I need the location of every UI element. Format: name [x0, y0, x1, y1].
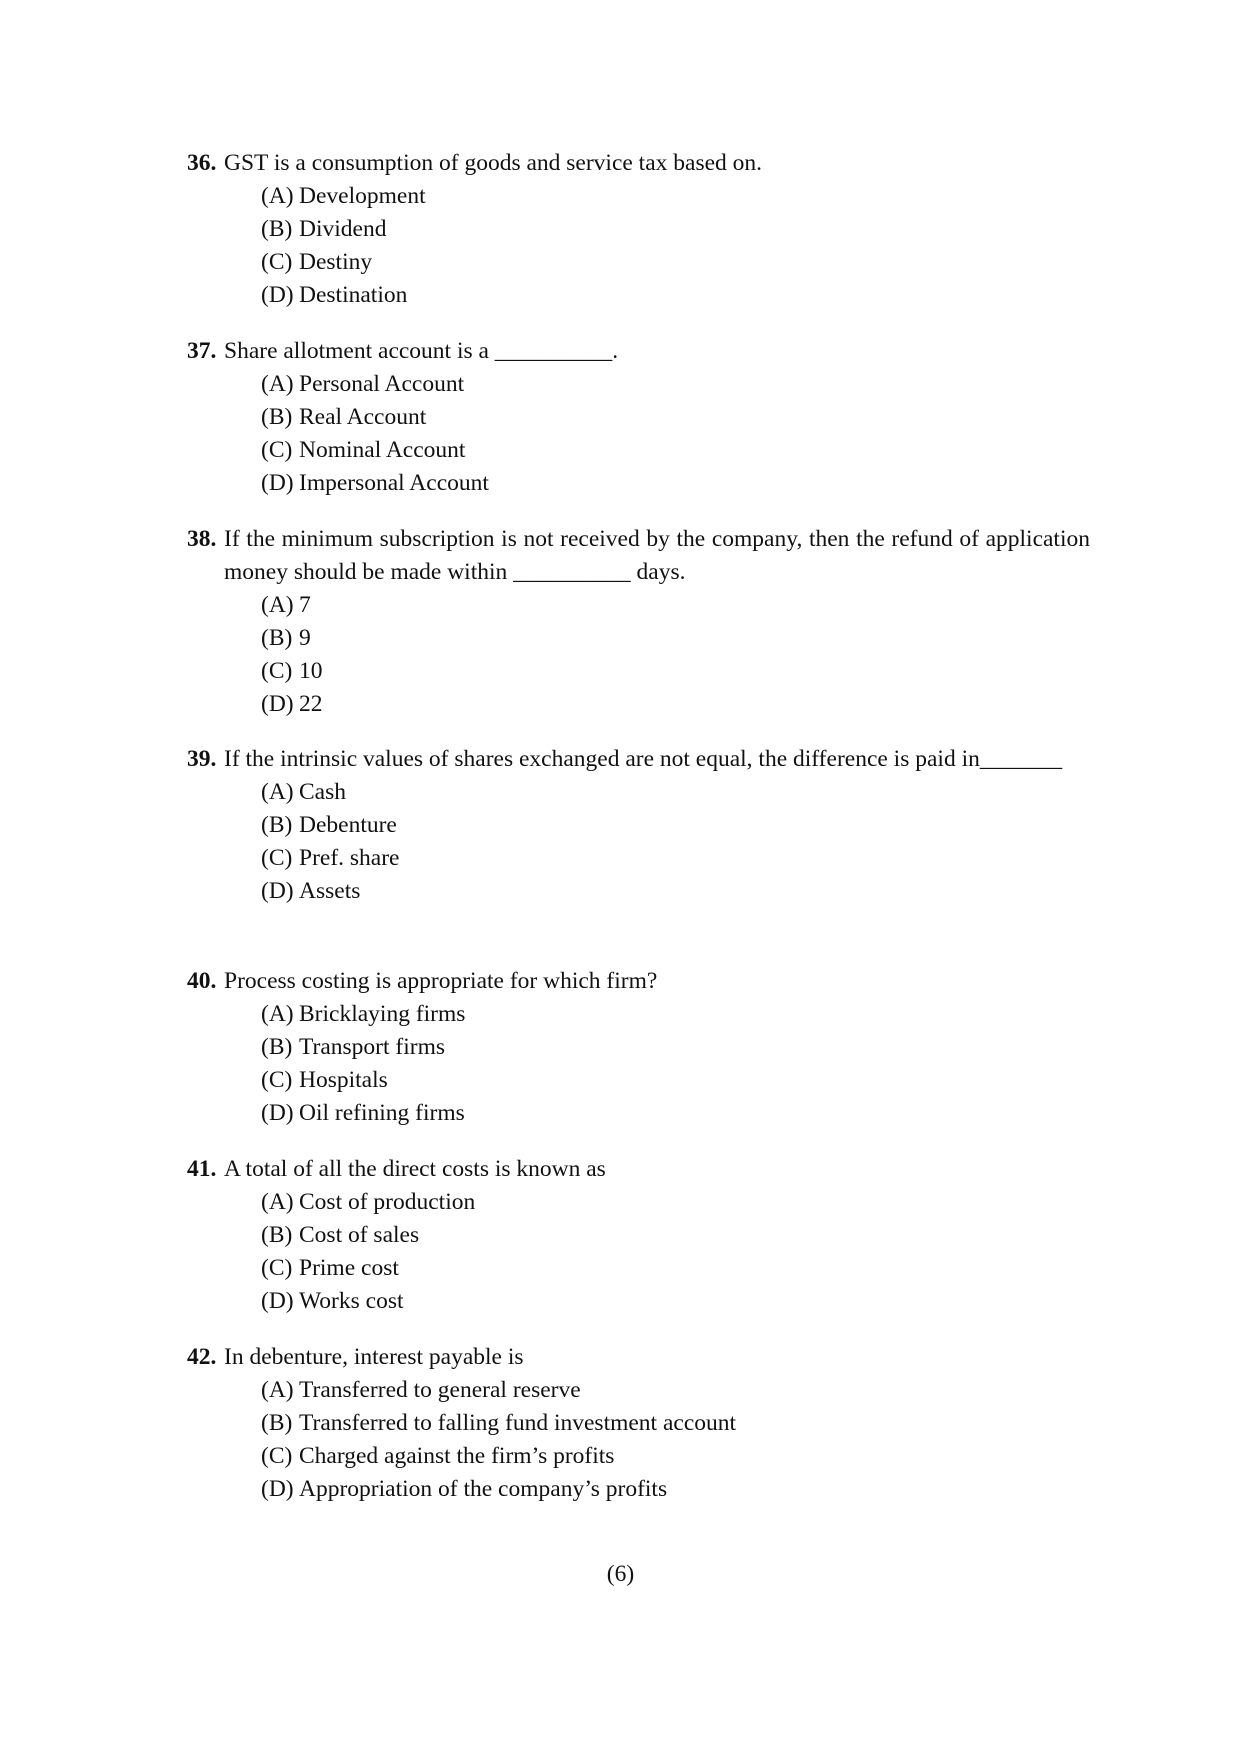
option-letter: (B) — [261, 1410, 293, 1436]
option-text: Oil refining firms — [299, 1100, 465, 1126]
option-c — [261, 842, 1090, 875]
option-letter: (C) — [261, 845, 293, 871]
options-list — [261, 1374, 1090, 1506]
option-text: Appropriation of the company’s profits — [299, 1476, 668, 1502]
option-b — [261, 1407, 1090, 1440]
option-letter: (D) — [261, 1288, 294, 1314]
option-d — [261, 1473, 1090, 1506]
option-text: Destiny — [299, 249, 373, 275]
question-39 — [187, 743, 1090, 908]
option-text: Hospitals — [299, 1067, 388, 1093]
option-letter: (B) — [261, 625, 293, 651]
option-text: 9 — [299, 625, 311, 651]
option-letter: (A) — [261, 1377, 294, 1403]
option-text: Assets — [299, 878, 361, 904]
option-a — [261, 1374, 1090, 1407]
option-letter: (A) — [261, 1189, 294, 1215]
option-text: 10 — [299, 658, 323, 684]
option-b — [261, 809, 1090, 842]
question-text: Process costing is appropriate for which firm? — [224, 968, 658, 994]
options-list — [261, 776, 1090, 908]
question-text: If the minimum subscription is not received by the company, then the refund of application money should be made within __________ days. — [224, 526, 1090, 585]
option-d — [261, 688, 1090, 721]
option-letter: (C) — [261, 1067, 293, 1093]
option-text: 22 — [299, 691, 323, 717]
option-d — [261, 875, 1090, 908]
option-letter: (D) — [261, 691, 294, 717]
options-list — [261, 589, 1090, 721]
option-text: Destination — [299, 282, 408, 308]
option-text: Works cost — [299, 1288, 404, 1314]
option-letter: (D) — [261, 470, 294, 496]
option-text: Transferred to falling fund investment account — [299, 1410, 737, 1436]
option-a — [261, 589, 1090, 622]
option-letter: (D) — [261, 878, 294, 904]
option-d — [261, 1285, 1090, 1318]
question-number: 37. — [187, 338, 217, 364]
option-c — [261, 1440, 1090, 1473]
option-letter: (C) — [261, 1443, 293, 1469]
options-list — [261, 998, 1090, 1130]
option-letter: (B) — [261, 404, 293, 430]
option-b — [261, 622, 1090, 655]
question-number: 39. — [187, 746, 217, 772]
option-text: Dividend — [299, 216, 387, 242]
option-a — [261, 368, 1090, 401]
option-text: Personal Account — [299, 371, 465, 397]
option-letter: (B) — [261, 812, 293, 838]
option-text: Pref. share — [299, 845, 400, 871]
option-text: Real Account — [299, 404, 427, 430]
option-letter: (C) — [261, 249, 293, 275]
option-text: Impersonal Account — [299, 470, 489, 496]
option-b — [261, 1219, 1090, 1252]
option-text: 7 — [299, 592, 311, 618]
question-text: In debenture, interest payable is — [224, 1344, 524, 1370]
option-b — [261, 401, 1090, 434]
question-38 — [187, 523, 1090, 721]
options-list — [261, 368, 1090, 500]
option-a — [261, 776, 1090, 809]
option-text: Nominal Account — [299, 437, 466, 463]
options-list — [261, 1186, 1090, 1318]
option-letter: (A) — [261, 592, 294, 618]
question-37 — [187, 335, 1090, 500]
option-c — [261, 434, 1090, 467]
option-b — [261, 1031, 1090, 1064]
option-letter: (A) — [261, 779, 294, 805]
option-letter: (C) — [261, 1255, 293, 1281]
option-letter: (A) — [261, 183, 294, 209]
option-d — [261, 467, 1090, 500]
option-text: Prime cost — [299, 1255, 399, 1281]
question-36 — [187, 147, 1090, 312]
option-letter: (D) — [261, 1100, 294, 1126]
question-40 — [187, 965, 1090, 1130]
option-letter: (D) — [261, 282, 294, 308]
option-letter: (D) — [261, 1476, 294, 1502]
question-number: 40. — [187, 968, 217, 994]
question-41 — [187, 1153, 1090, 1318]
option-letter: (B) — [261, 216, 293, 242]
option-c — [261, 246, 1090, 279]
option-text: Debenture — [299, 812, 397, 838]
option-text: Transport firms — [299, 1034, 446, 1060]
question-number: 41. — [187, 1156, 217, 1182]
option-c — [261, 1252, 1090, 1285]
option-letter: (C) — [261, 437, 293, 463]
options-list — [261, 180, 1090, 312]
option-text: Cost of sales — [299, 1222, 420, 1248]
option-letter: (C) — [261, 658, 293, 684]
option-b — [261, 213, 1090, 246]
option-letter: (A) — [261, 371, 294, 397]
option-text: Cost of production — [299, 1189, 476, 1215]
option-a — [261, 998, 1090, 1031]
question-42 — [187, 1341, 1090, 1506]
option-a — [261, 180, 1090, 213]
option-c — [261, 1064, 1090, 1097]
option-text: Development — [299, 183, 426, 209]
question-number: 38. — [187, 526, 217, 552]
option-letter: (B) — [261, 1034, 293, 1060]
option-text: Cash — [299, 779, 346, 805]
question-number: 36. — [187, 150, 217, 176]
question-text: A total of all the direct costs is known as — [224, 1156, 606, 1182]
option-c — [261, 655, 1090, 688]
option-letter: (B) — [261, 1222, 293, 1248]
option-letter: (A) — [261, 1001, 294, 1027]
question-number: 42. — [187, 1344, 217, 1370]
option-a — [261, 1186, 1090, 1219]
option-d — [261, 1097, 1090, 1130]
option-text: Bricklaying firms — [299, 1001, 466, 1027]
option-text: Charged against the firm’s profits — [299, 1443, 615, 1469]
option-text: Transferred to general reserve — [299, 1377, 581, 1403]
option-d — [261, 279, 1090, 312]
page-number: (6) — [606, 1561, 635, 1587]
question-text: GST is a consumption of goods and service tax based on. — [224, 150, 763, 176]
question-text: Share allotment account is a __________. — [224, 338, 619, 364]
question-text: If the intrinsic values of shares exchanged are not equal, the difference is paid in_______ — [224, 746, 1063, 772]
